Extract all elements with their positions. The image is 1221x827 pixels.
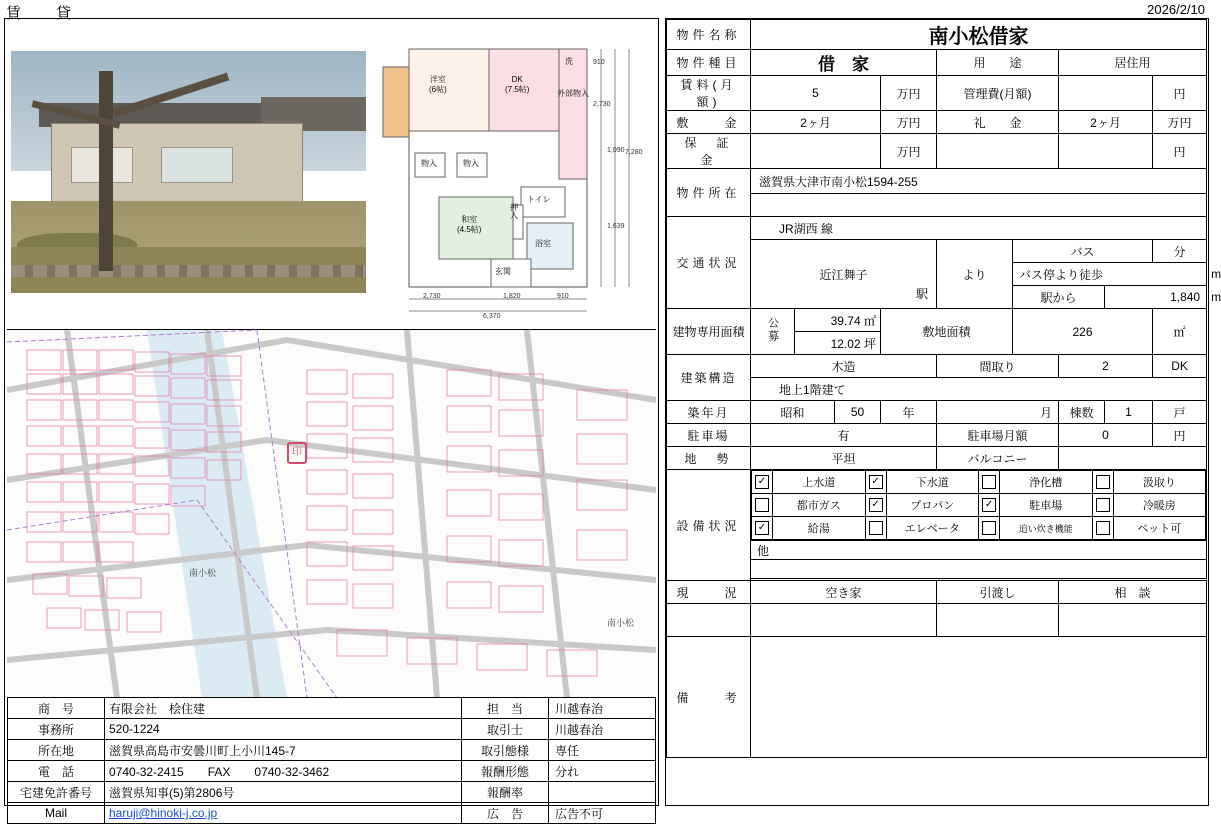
area-sqm-unit: ㎡ — [863, 313, 876, 328]
value-area-tsubo — [795, 332, 881, 355]
unit-deposit: 万円 — [881, 111, 937, 134]
table-row — [752, 517, 1206, 540]
area-sqm-number: 39.74 — [830, 313, 861, 328]
property-detail-panel — [665, 18, 1221, 806]
checkbox-pet[interactable] — [1096, 521, 1110, 535]
table-row — [8, 761, 656, 782]
value-rent: 5 — [751, 76, 881, 111]
table-row — [667, 309, 1207, 332]
station-suffix: 駅 — [915, 287, 928, 301]
label-management-fee: 管理費(月額) — [937, 76, 1059, 111]
table-row — [752, 471, 1206, 494]
value-structure: 木造 — [751, 355, 937, 378]
property-photo — [11, 51, 366, 291]
company-label-denwa: 電 話 — [8, 761, 105, 782]
unit-parking-fee: 円 — [1153, 424, 1207, 447]
guarantee-blank-2 — [1059, 134, 1153, 169]
floorplan-dim-v-2730: 2,730 — [593, 101, 611, 108]
status-extra-2 — [937, 604, 1059, 637]
floorplan-dim-h-2730: 2,730 — [423, 293, 441, 300]
table-row — [8, 803, 656, 824]
company-value-shozaichi: 滋賀県高島市安曇川町上小川145-7 — [105, 740, 462, 761]
label-terrain: 地 勢 — [667, 447, 751, 470]
table-row — [667, 470, 1207, 541]
value-units: 1 — [1105, 401, 1153, 424]
floorplan-dim-h-910: 910 — [557, 293, 569, 300]
label-built-year: 築年月 — [667, 401, 751, 424]
equipment-check-10[interactable] — [979, 517, 1000, 540]
table-row — [667, 581, 1207, 604]
label-address: 物件所在 — [667, 169, 751, 217]
floorplan-room-yoshitsu: 洋室 (6帖) — [429, 75, 447, 94]
checkbox-oidaki[interactable] — [982, 521, 996, 535]
label-property-type: 物件種目 — [667, 50, 751, 76]
value-property-type: 借 家 — [751, 50, 937, 76]
value-key-money: 2ヶ月 — [1059, 111, 1153, 134]
equipment-label-5: プロパン — [886, 494, 979, 517]
floorplan-room-washitsu: 和室 (4.5帖) — [457, 215, 482, 234]
company-value-tanto: 川越春治 — [549, 698, 656, 719]
unit-guarantee: 万円 — [881, 134, 937, 169]
unit-guarantee-2: 円 — [1153, 134, 1207, 169]
company-value-mail[interactable] — [105, 803, 462, 824]
equipment-check-2[interactable] — [979, 471, 1000, 494]
table-row — [667, 424, 1207, 447]
equipment-label-3: 汲取り — [1113, 471, 1206, 494]
value-yori: より — [937, 240, 1013, 309]
equipment-label-7: 冷暖房 — [1113, 494, 1206, 517]
unit-management-fee: 円 — [1153, 76, 1207, 111]
label-key-money: 礼 金 — [937, 111, 1059, 134]
equipment-check-6[interactable] — [979, 494, 1000, 517]
checkbox-elevator[interactable] — [869, 521, 883, 535]
table-row — [667, 169, 1207, 194]
label-use: 用 途 — [937, 50, 1059, 76]
table-row — [667, 217, 1207, 240]
map-label-minamikomatsu-2: 南小松 — [607, 618, 635, 628]
checkbox-jousuidou[interactable]: ✓ — [755, 475, 769, 489]
label-land-area: 敷地面積 — [881, 309, 1013, 355]
equipment-check-0[interactable] — [752, 471, 773, 494]
photo-stone-border — [11, 265, 366, 277]
floorplan-room-bath: 浴室 — [535, 239, 551, 248]
company-label-tanto: 担 当 — [462, 698, 549, 719]
left-panel — [4, 18, 659, 821]
status-extra-3 — [1059, 604, 1207, 637]
equipment-check-8[interactable] — [752, 517, 773, 540]
checkbox-kumitori[interactable] — [1096, 475, 1110, 489]
table-row — [667, 401, 1207, 424]
value-train-line: JR湖西 線 — [751, 217, 1207, 240]
value-status: 空き家 — [751, 581, 937, 604]
table-row — [667, 604, 1207, 637]
company-mail-link[interactable]: haruji@hinoki-j.co.jp — [109, 806, 218, 820]
label-transport: 交通状況 — [667, 217, 751, 309]
koubo-text: 公募 — [766, 317, 779, 343]
value-balcony — [1059, 447, 1207, 470]
label-deposit: 敷 金 — [667, 111, 751, 134]
value-era: 昭和 — [751, 401, 835, 424]
floor-plan-drawing — [375, 27, 653, 323]
status-extra-1 — [751, 604, 937, 637]
company-value-torihikitaiyo: 専任 — [549, 740, 656, 761]
company-label-torihikishi: 取引士 — [462, 719, 549, 740]
floorplan-dim-v-1639: 1,639 — [607, 223, 625, 230]
value-remarks — [751, 637, 1207, 758]
floorplan-dim-v-1090: 1,090 — [607, 147, 625, 154]
company-label-torihikitaiyo: 取引態様 — [462, 740, 549, 761]
equipment-check-5[interactable] — [865, 494, 886, 517]
label-parking-fee: 駐車場月額 — [937, 424, 1059, 447]
label-handover: 引渡し — [937, 581, 1059, 604]
value-layout-type: DK — [1153, 355, 1207, 378]
equipment-label-0: 上水道 — [773, 471, 866, 494]
guarantee-blank-1 — [937, 134, 1059, 169]
checkbox-aircon[interactable] — [1096, 498, 1110, 512]
equipment-check-4[interactable] — [752, 494, 773, 517]
table-row — [667, 76, 1207, 111]
unit-units: 戸 — [1153, 401, 1207, 424]
equipment-check-11[interactable] — [1092, 517, 1113, 540]
equipment-grid — [751, 470, 1207, 541]
value-land-area: 226 — [1013, 309, 1153, 355]
floorplan-dim-h-1820: 1,820 — [503, 293, 521, 300]
document-date: 2026/2/10 — [1147, 2, 1205, 17]
checkbox-propane[interactable]: ✓ — [869, 498, 883, 512]
photo-window-right — [161, 147, 233, 183]
unit-land-area: ㎡ — [1153, 309, 1207, 355]
company-value-shogo: 有限会社 桧住建 — [105, 698, 462, 719]
area-tsubo-number: 12.02 — [830, 336, 861, 351]
floorplan-room-dk: DK (7.5帖) — [505, 75, 530, 94]
map-location-marker: 印 — [287, 442, 307, 464]
location-map[interactable] — [7, 329, 656, 698]
photo-tree-trunk — [99, 71, 113, 271]
company-label-hoshuritsu: 報酬率 — [462, 782, 549, 803]
table-row — [667, 637, 1207, 758]
value-property-name: 南小松借家 — [751, 20, 1207, 50]
equipment-check-9[interactable] — [865, 517, 886, 540]
property-detail-table — [666, 19, 1221, 758]
label-bus: バス — [1013, 240, 1153, 263]
table-row — [667, 20, 1207, 50]
company-value-hoshuritsu — [549, 782, 656, 803]
company-value-hoshu-keitai: 分れ — [549, 761, 656, 782]
label-status: 現 況 — [667, 581, 751, 604]
label-layout: 間取り — [937, 355, 1059, 378]
label-from-station: 駅から — [1013, 286, 1105, 309]
company-label-mail: Mail — [8, 803, 105, 824]
equipment-label-1: 下水道 — [886, 471, 979, 494]
table-row — [667, 447, 1207, 470]
table-row: バス停より徒歩 m — [667, 263, 1207, 286]
floorplan-room-toilet: トイレ — [527, 195, 551, 204]
floorplan-outdoor-storage: 外部物入 — [557, 89, 589, 98]
equipment-other-line — [751, 560, 1207, 579]
value-layout-number: 2 — [1059, 355, 1153, 378]
equipment-label-2: 浄化槽 — [1000, 471, 1093, 494]
checkbox-kyuutou[interactable]: ✓ — [755, 521, 769, 535]
floor-plan — [375, 27, 653, 323]
floorplan-closet-1: 物入 — [421, 159, 437, 168]
address-second-line — [751, 194, 1207, 217]
label-property-name: 物件名称 — [667, 20, 751, 50]
company-info-table — [7, 697, 656, 827]
unit-key-money: 万円 — [1153, 111, 1207, 134]
checkbox-joukasou[interactable] — [982, 475, 996, 489]
value-parking-fee: 0 — [1059, 424, 1153, 447]
label-units: 棟数 — [1059, 401, 1105, 424]
company-label-license: 宅建免許番号 — [8, 782, 105, 803]
unit-year: 年 — [881, 401, 937, 424]
value-guarantee — [751, 134, 881, 169]
company-value-license: 滋賀県知事(5)第2806号 — [105, 782, 462, 803]
company-label-shogo: 商 号 — [8, 698, 105, 719]
equipment-label-11: ペット可 — [1113, 517, 1206, 540]
value-built-year: 50 — [835, 401, 881, 424]
area-tsubo-unit: 坪 — [863, 336, 876, 351]
value-station — [751, 240, 937, 309]
unit-rent: 万円 — [881, 76, 937, 111]
label-parking: 駐車場 — [667, 424, 751, 447]
checkbox-parking[interactable]: ✓ — [982, 498, 996, 512]
label-equipment: 設備状況 — [667, 470, 751, 581]
checkbox-toshi-gas[interactable] — [755, 498, 769, 512]
floorplan-closet-2: 物入 — [463, 159, 479, 168]
company-value-jimusho: 520-1224 — [105, 719, 462, 740]
label-busstop-walk: バス停より徒歩 — [1013, 263, 1207, 286]
label-remarks: 備 考 — [667, 637, 751, 758]
table-row — [752, 494, 1206, 517]
value-management-fee — [1059, 76, 1153, 111]
value-deposit: 2ヶ月 — [751, 111, 881, 134]
map-drawing — [7, 330, 656, 698]
equipment-label-6: 駐車場 — [1000, 494, 1093, 517]
value-handover: 相 談 — [1059, 581, 1207, 604]
status-extra-label — [667, 604, 751, 637]
floorplan-oshiire: 押入 — [509, 203, 519, 219]
document-type-label: 賃 貸 — [6, 5, 82, 22]
equipment-label-4: 都市ガス — [773, 494, 866, 517]
table-row — [8, 719, 656, 740]
label-koubo — [751, 309, 795, 355]
table-row — [8, 740, 656, 761]
company-value-denwa: 0740-32-2415 FAX 0740-32-3462 — [105, 761, 462, 782]
table-row — [8, 782, 656, 803]
company-label-hoshu-keitai: 報酬形態 — [462, 761, 549, 782]
equipment-check-1[interactable] — [865, 471, 886, 494]
equipment-other: 他 — [751, 541, 1207, 560]
floorplan-dim-v-910: 910 — [593, 59, 605, 66]
table-row — [667, 134, 1207, 169]
value-area-sqm — [795, 309, 881, 332]
table-row — [8, 698, 656, 719]
label-structure: 建築構造 — [667, 355, 751, 401]
unit-bus: 分 — [1153, 240, 1207, 263]
table-row: 駅から 1,840 m — [667, 286, 1207, 309]
checkbox-gesuidou[interactable]: ✓ — [869, 475, 883, 489]
equipment-label-9: エレベータ — [886, 517, 979, 540]
floorplan-room-entrance: 玄関 — [495, 267, 511, 276]
floorplan-dim-v-7280: 7,280 — [625, 149, 643, 156]
label-balcony: バルコニー — [937, 447, 1059, 470]
company-label-shozaichi: 所在地 — [8, 740, 105, 761]
table-row — [667, 111, 1207, 134]
value-from-station: 1,840 — [1105, 286, 1207, 309]
equipment-check-3[interactable] — [1092, 471, 1113, 494]
label-rent: 賃料(月額) — [667, 76, 751, 111]
map-label-minamikomatsu-1: 南小松 — [189, 568, 217, 578]
table-row — [667, 355, 1207, 378]
table-row — [667, 50, 1207, 76]
equipment-label-8: 給湯 — [773, 517, 866, 540]
equipment-label-10: 追い炊き機能 — [1000, 517, 1093, 540]
label-guarantee: 保 証 金 — [667, 134, 751, 169]
company-label-kokoku: 広 告 — [462, 803, 549, 824]
value-floors: 地上1階建て — [751, 378, 1207, 401]
value-parking: 有 — [751, 424, 937, 447]
unit-month: 月 — [937, 401, 1059, 424]
floorplan-room-laundry: 洗 — [565, 57, 573, 66]
floorplan-dim-h-6370: 6,370 — [483, 313, 501, 320]
company-label-jimusho: 事務所 — [8, 719, 105, 740]
company-value-kokoku: 広告不可 — [549, 803, 656, 824]
label-building-area: 建物専用面積 — [667, 309, 751, 355]
value-address: 滋賀県大津市南小松1594-255 — [751, 169, 1207, 194]
photo-and-floorplan-row — [7, 21, 656, 327]
value-use: 居住用 — [1059, 50, 1207, 76]
company-value-torihikishi: 川越春治 — [549, 719, 656, 740]
value-terrain: 平坦 — [751, 447, 937, 470]
equipment-check-7[interactable] — [1092, 494, 1113, 517]
station-name: 近江舞子 — [819, 267, 868, 282]
